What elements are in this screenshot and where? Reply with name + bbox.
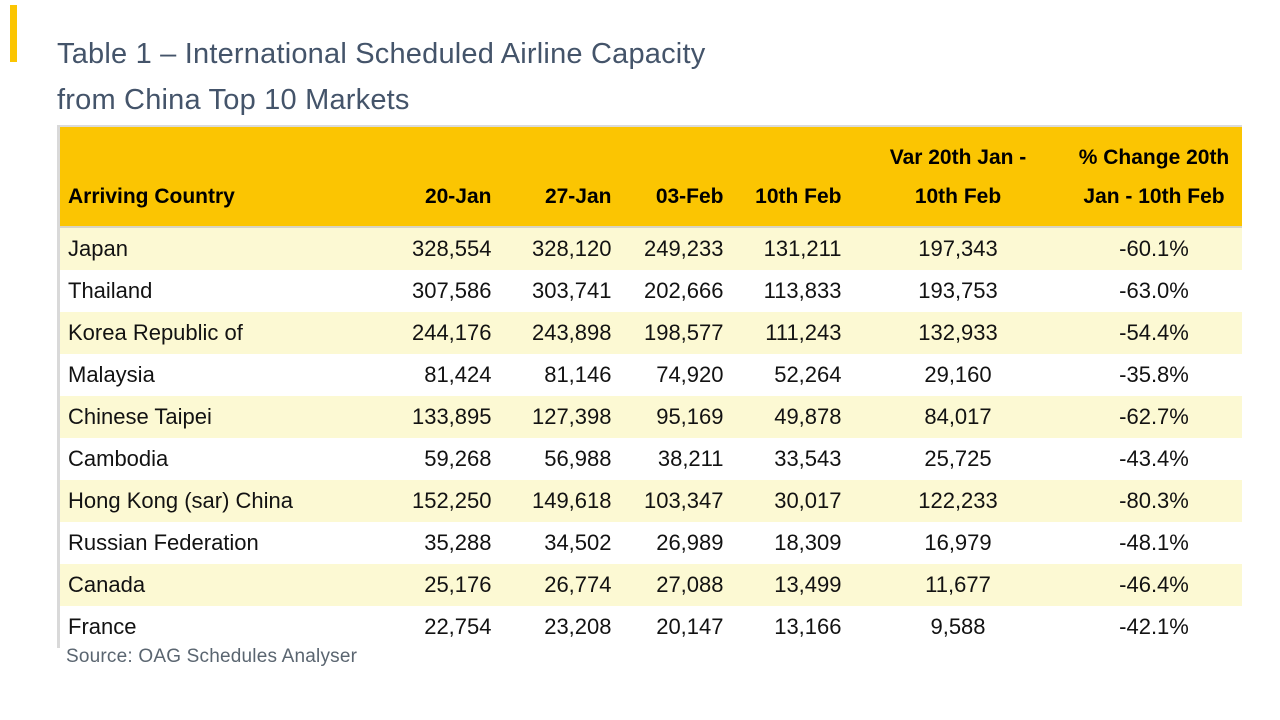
- cell-20jan: 25,176: [424, 572, 492, 597]
- cell-20jan: 133,895: [411, 404, 492, 429]
- cell-var: 132,933: [918, 320, 998, 345]
- cell-10feb: 18,309: [774, 530, 842, 555]
- cell-var: 84,017: [924, 404, 992, 429]
- cell-10feb: 49,878: [774, 404, 842, 429]
- page-title-line2: from China Top 10 Markets: [57, 84, 410, 116]
- cell-country: Chinese Taipei: [68, 404, 212, 429]
- col-header-var: [850, 126, 1067, 227]
- page-title-line1: Table 1 – International Scheduled Airline Capacity: [57, 38, 706, 70]
- col-header-var-line1: Var 20th Jan -: [889, 146, 1027, 170]
- col-header-10th-feb: 10th Feb: [732, 126, 850, 227]
- cell-10feb: 111,243: [765, 320, 842, 345]
- cell-20jan: 22,754: [424, 614, 492, 639]
- cell-03feb: 202,666: [643, 278, 724, 303]
- cell-03feb: 38,211: [657, 446, 724, 471]
- cell-27jan: 328,120: [531, 236, 612, 261]
- cell-country: Japan: [68, 236, 128, 261]
- cell-pct: -80.3%: [1119, 488, 1189, 513]
- cell-pct: -46.4%: [1119, 572, 1189, 597]
- table-row-canada: [59, 564, 1242, 606]
- cell-20jan: 35,288: [424, 530, 492, 555]
- cell-pct: -62.7%: [1119, 404, 1189, 429]
- capacity-table: [57, 125, 1242, 648]
- col-header-arriving-country: Arriving Country: [59, 126, 359, 227]
- cell-country: Russian Federation: [68, 530, 259, 555]
- cell-country: Thailand: [68, 278, 153, 303]
- cell-var: 11,677: [925, 572, 991, 597]
- table-row-chinese-taipei: [59, 396, 1242, 438]
- cell-var: 9,588: [930, 614, 986, 639]
- cell-country: Hong Kong (sar) China: [68, 488, 294, 513]
- cell-pct: -48.1%: [1119, 530, 1189, 555]
- cell-var: 122,233: [918, 488, 998, 513]
- cell-20jan: 81,424: [424, 362, 492, 387]
- cell-country: Malaysia: [68, 362, 155, 387]
- cell-pct: -54.4%: [1119, 320, 1189, 345]
- table-row-japan: [59, 227, 1242, 270]
- cell-country: Canada: [68, 572, 146, 597]
- table-row-cambodia: [59, 438, 1242, 480]
- cell-20jan: 244,176: [411, 320, 492, 345]
- cell-27jan: 81,146: [544, 362, 612, 387]
- cell-pct: -60.1%: [1119, 236, 1189, 261]
- cell-03feb: 198,577: [643, 320, 724, 345]
- cell-var: 193,753: [918, 278, 998, 303]
- cell-country: Cambodia: [68, 446, 169, 471]
- cell-03feb: 95,169: [656, 404, 724, 429]
- cell-20jan: 328,554: [411, 236, 492, 261]
- cell-var: 16,979: [924, 530, 992, 555]
- col-header-27-jan: 27-Jan: [500, 126, 620, 227]
- col-header-pct-line2: Jan - 10th Feb: [1083, 185, 1225, 209]
- cell-10feb: 131,211: [763, 236, 842, 261]
- cell-var: 25,725: [924, 446, 992, 471]
- table-row-russia: [59, 522, 1242, 564]
- table-row-korea: [59, 312, 1242, 354]
- corner-accent-bar: [10, 5, 17, 62]
- col-header-20-jan: 20-Jan: [359, 126, 500, 227]
- cell-var: 29,160: [924, 362, 992, 387]
- cell-27jan: 149,618: [531, 488, 612, 513]
- cell-var: 197,343: [918, 236, 998, 261]
- cell-03feb: 249,233: [643, 236, 724, 261]
- cell-pct: -42.1%: [1119, 614, 1189, 639]
- table-row-thailand: [59, 270, 1242, 312]
- cell-10feb: 13,166: [774, 614, 842, 639]
- cell-10feb: 13,499: [774, 572, 842, 597]
- cell-27jan: 34,502: [544, 530, 612, 555]
- cell-country: France: [68, 614, 137, 639]
- cell-03feb: 74,920: [656, 362, 724, 387]
- cell-03feb: 27,088: [656, 572, 724, 597]
- table-row-hong-kong: [59, 480, 1242, 522]
- cell-03feb: 26,989: [656, 530, 724, 555]
- cell-pct: -35.8%: [1119, 362, 1189, 387]
- cell-20jan: 152,250: [411, 488, 492, 513]
- col-header-pct-line1: % Change 20th: [1078, 146, 1230, 170]
- page-title: [57, 31, 1157, 123]
- cell-27jan: 127,398: [531, 404, 612, 429]
- cell-03feb: 20,147: [656, 614, 724, 639]
- cell-27jan: 23,208: [544, 614, 612, 639]
- cell-10feb: 33,543: [774, 446, 842, 471]
- cell-20jan: 59,268: [424, 446, 492, 471]
- source-caption: Source: OAG Schedules Analyser: [66, 646, 358, 667]
- cell-pct: -63.0%: [1119, 278, 1189, 303]
- col-header-var-line2: 10th Feb: [914, 185, 1002, 209]
- table-row-malaysia: [59, 354, 1242, 396]
- cell-27jan: 26,774: [544, 572, 612, 597]
- cell-country: Korea Republic of: [68, 320, 243, 345]
- cell-27jan: 303,741: [531, 278, 612, 303]
- cell-20jan: 307,586: [411, 278, 492, 303]
- col-header-pct-change: [1067, 126, 1242, 227]
- cell-pct: -43.4%: [1119, 446, 1189, 471]
- cell-10feb: 52,264: [774, 362, 842, 387]
- cell-10feb: 30,017: [774, 488, 842, 513]
- cell-10feb: 113,833: [763, 278, 842, 303]
- table-row-france: [59, 606, 1242, 648]
- header-row: [59, 126, 1242, 227]
- col-header-03-feb: 03-Feb: [620, 126, 732, 227]
- cell-27jan: 243,898: [531, 320, 612, 345]
- cell-03feb: 103,347: [643, 488, 724, 513]
- cell-27jan: 56,988: [544, 446, 612, 471]
